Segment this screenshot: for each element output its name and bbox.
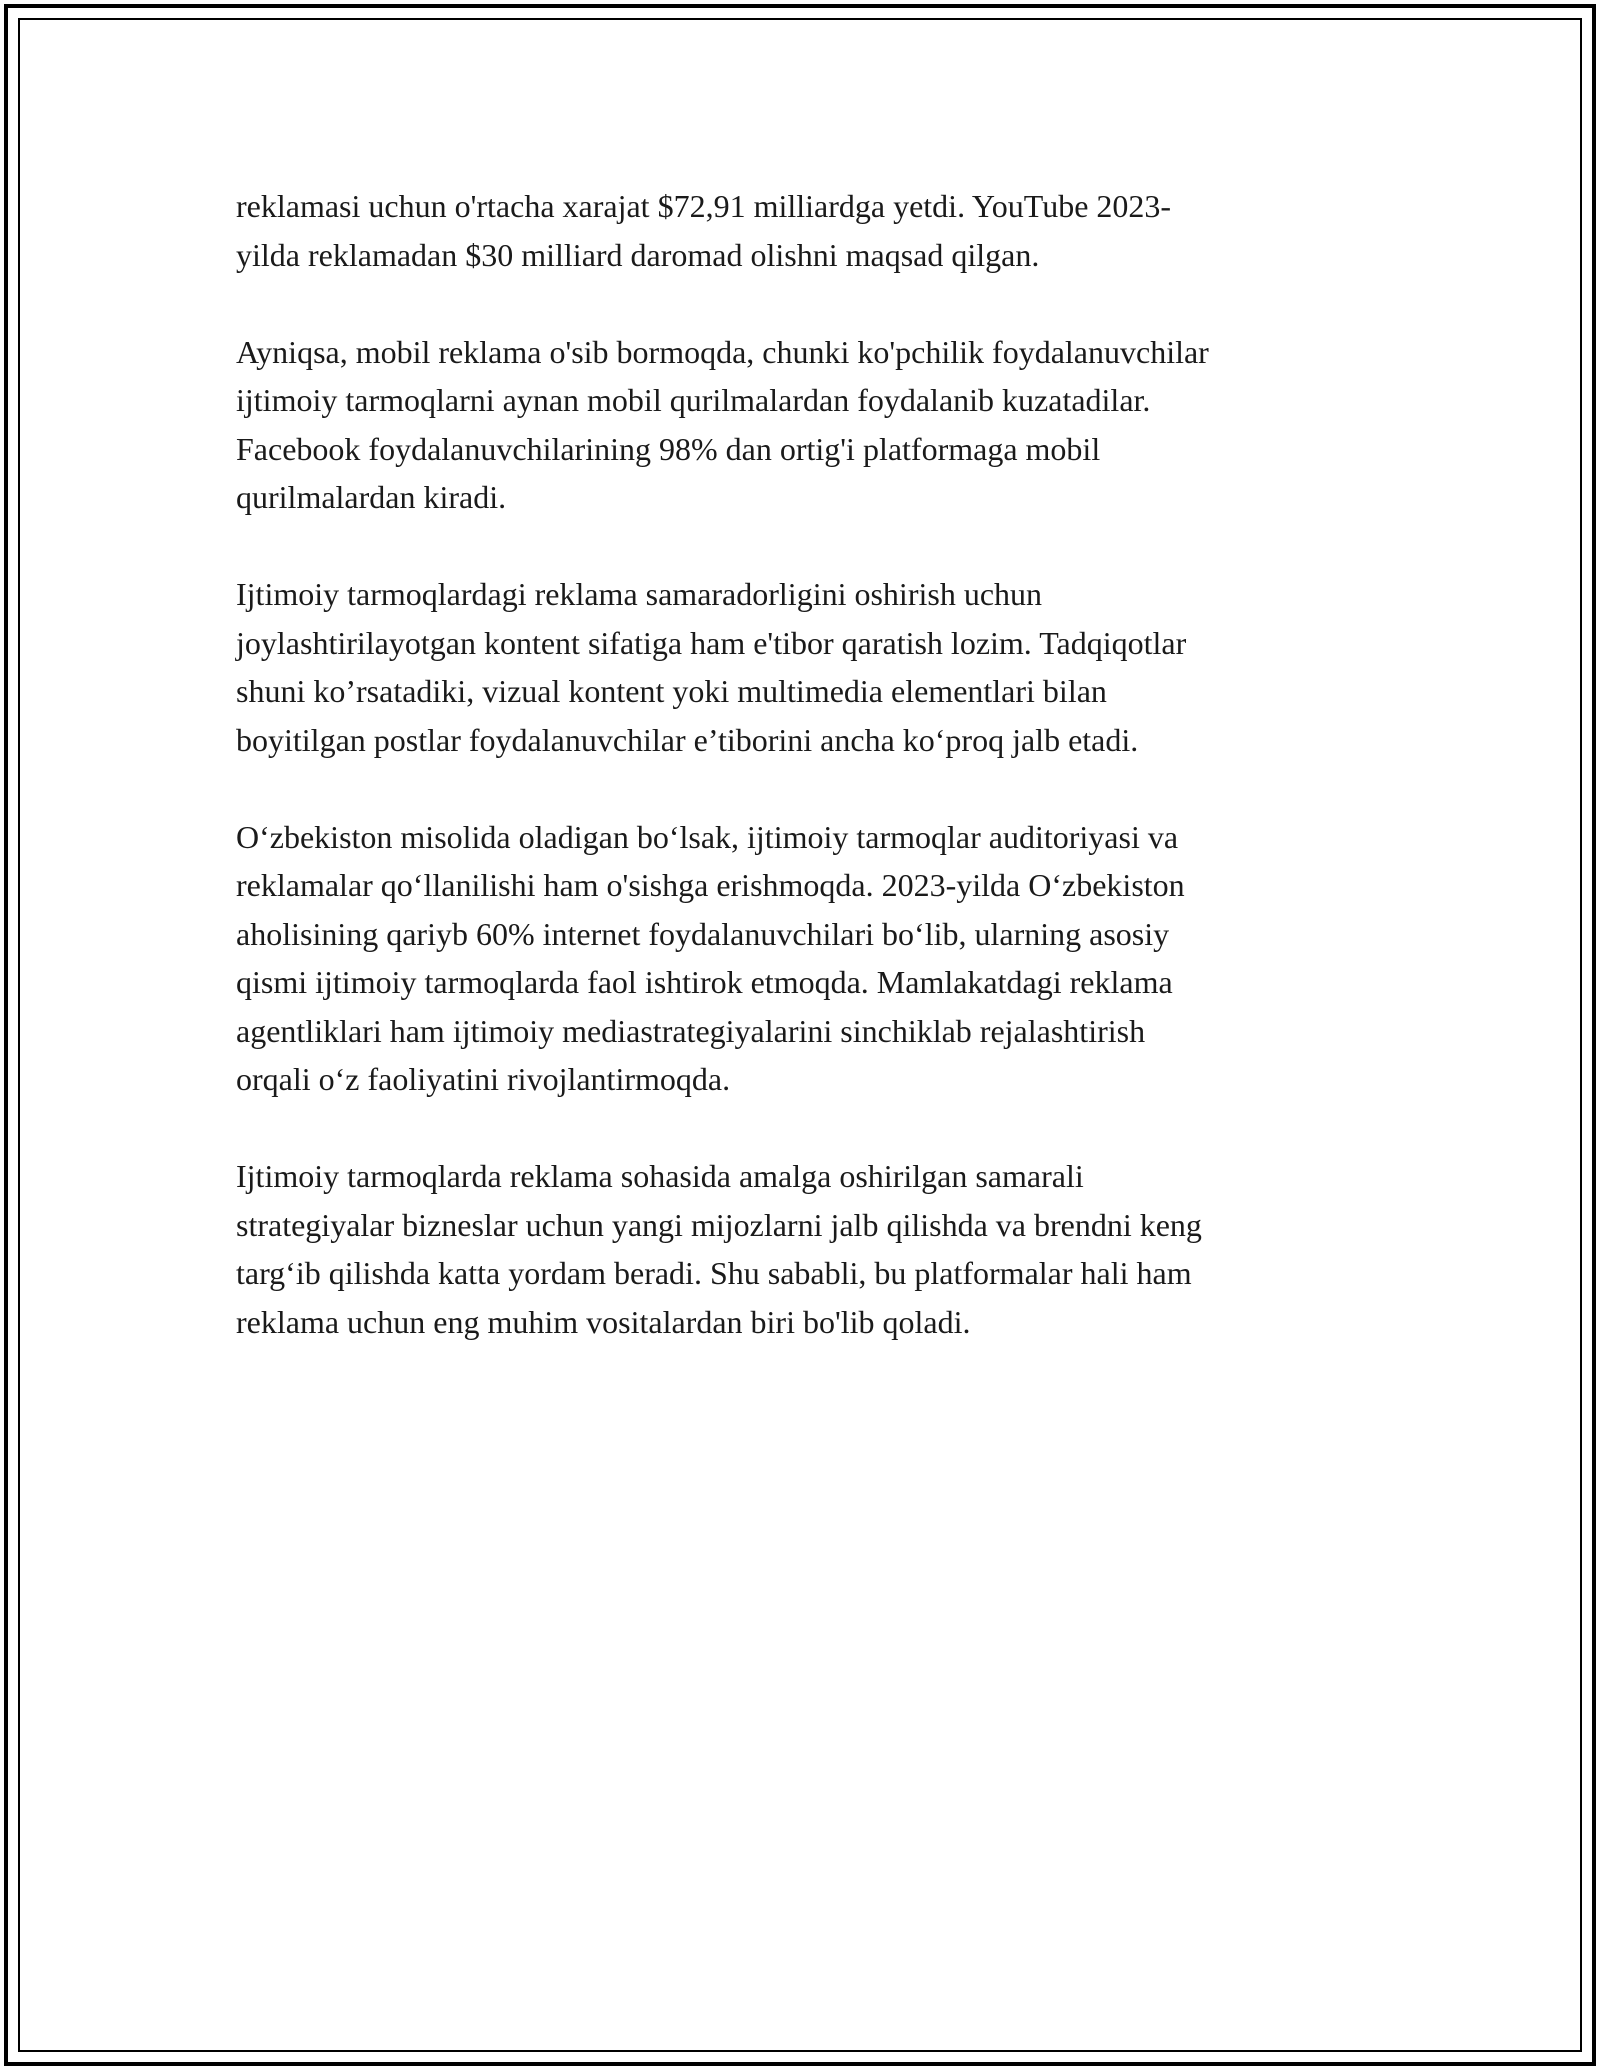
paragraph-3 — [236, 570, 1366, 764]
paragraph-2 — [236, 328, 1366, 522]
document-body — [236, 182, 1366, 1395]
paragraph-4 — [236, 813, 1366, 1104]
text-line: reklama uchun eng muhim vositalardan biri bo'lib qoladi. — [236, 1303, 971, 1340]
text-line: ijtimoiy tarmoqlarni aynan mobil qurilmalardan foydalanib kuzatadilar. — [236, 382, 1151, 418]
text-line: joylashtirilayotgan kontent sifatiga ham e'tibor qaratish lozim. Tadqiqotlar — [236, 624, 1187, 661]
text-line: Ijtimoiy tarmoqlardagi reklama samaradorligini oshirish uchun — [236, 576, 1043, 612]
paragraph-5 — [236, 1152, 1366, 1346]
text-line: O‘zbekiston misolida oladigan bo‘lsak, ijtimoiy tarmoqlar auditoriyasi va — [236, 818, 1179, 855]
text-line: reklamasi uchun o'rtacha xarajat $72,91 milliardga yetdi. YouTube 2023- — [236, 188, 1172, 224]
text-line: Facebook foydalanuvchilarining 98% dan ortig'i platformaga mobil — [236, 430, 1101, 467]
text-line: yilda reklamadan $30 milliard daromad olishni maqsad qilgan. — [236, 236, 1040, 273]
text-line: qurilmalardan kiradi. — [236, 479, 507, 515]
text-line: Ijtimoiy tarmoqlarda reklama sohasida amalga oshirilgan samarali — [236, 1158, 1084, 1194]
paragraph-1 — [236, 182, 1366, 279]
text-line: Ayniqsa, mobil reklama o'sib bormoqda, chunki ko'pchilik foydalanuvchilar — [236, 333, 1209, 370]
text-line: qismi ijtimoiy tarmoqlarda faol ishtirok etmoqda. Mamlakatdagi reklama — [236, 964, 1173, 1000]
text-line: shuni ko’rsatadiki, vizual kontent yoki multimedia elementlari bilan — [236, 673, 1107, 709]
text-line: reklamalar qo‘llanilishi ham o'sishga erishmoqda. 2023-yilda O‘zbekiston — [236, 867, 1185, 903]
text-line: orqali o‘z faoliyatini rivojlantirmoqda. — [236, 1061, 731, 1097]
text-line: strategiyalar bizneslar uchun yangi mijozlarni jalb qilishda va brendni keng — [236, 1206, 1202, 1243]
text-line: agentliklari ham ijtimoiy mediastrategiyalarini sinchiklab rejalashtirish — [236, 1012, 1146, 1049]
text-line: targ‘ib qilishda katta yordam beradi. Shu sababli, bu platformalar hali ham — [236, 1255, 1192, 1291]
text-line: boyitilgan postlar foydalanuvchilar e’tiborini ancha ko‘proq jalb etadi. — [236, 721, 1139, 758]
text-line: aholisining qariyb 60% internet foydalanuvchilari bo‘lib, ularning asosiy — [236, 915, 1170, 952]
